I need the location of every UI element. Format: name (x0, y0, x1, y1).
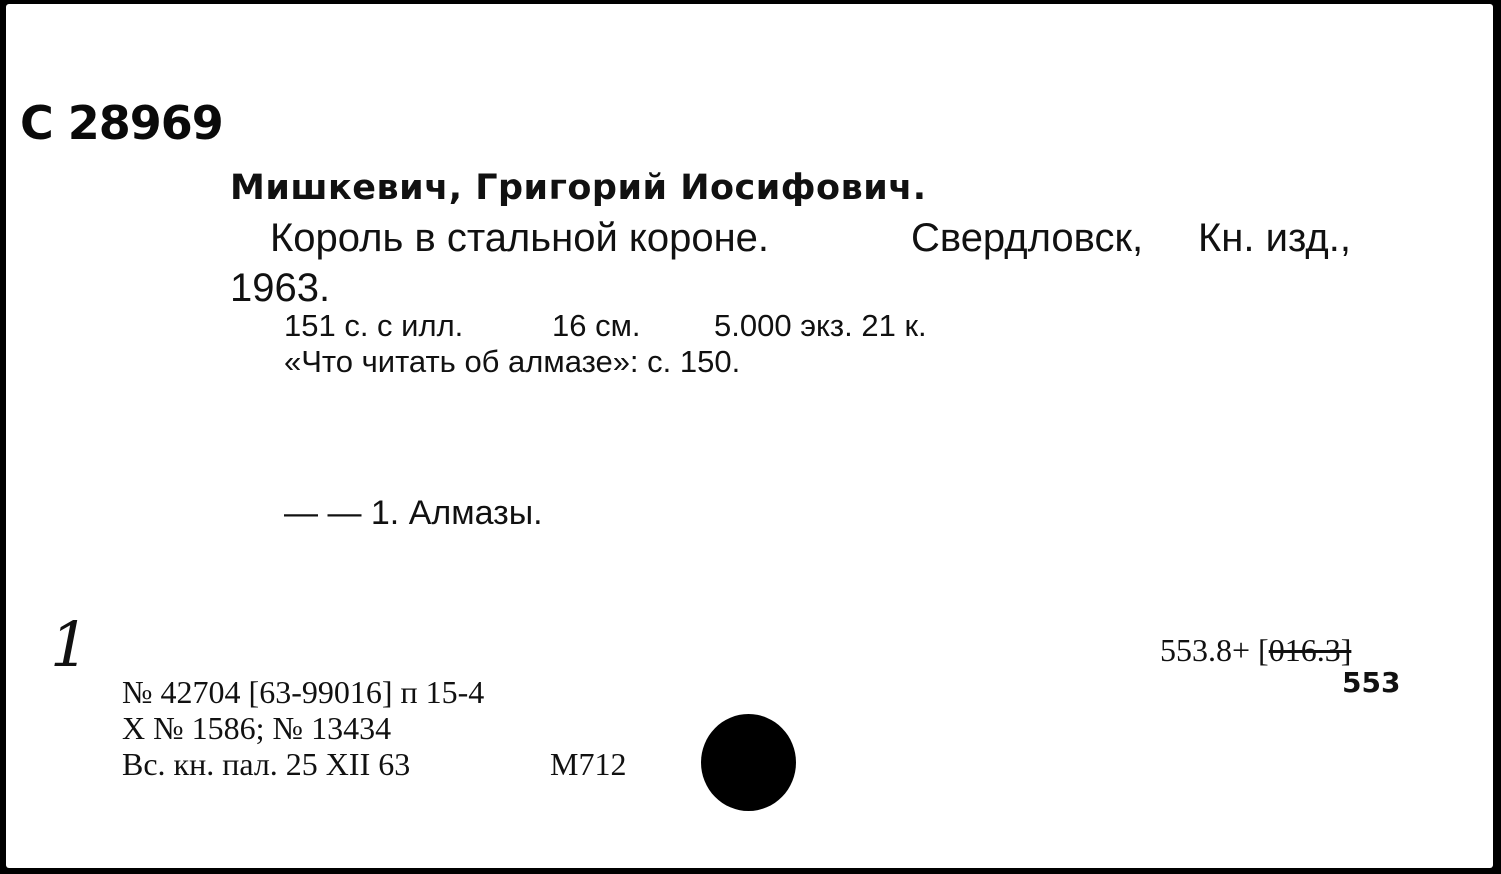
call-number: C 28969 (20, 96, 223, 150)
classification-correction: 553 (1342, 666, 1401, 699)
handwritten-mark: 1 (50, 608, 90, 681)
classification (1160, 632, 1351, 669)
publication-year: 1963. (230, 266, 331, 310)
publication-place: Свердловск, (911, 216, 1144, 260)
classification-struck: 016.3] (1268, 632, 1352, 668)
subject-heading: — — 1. Алмазы. (284, 494, 543, 532)
catalog-card (6, 4, 1493, 868)
code: M712 (550, 746, 627, 782)
author-heading: Мишкевич, Григорий Иосифович. (230, 168, 927, 208)
book-title: Король в стальной короне. (270, 216, 770, 260)
punch-hole (701, 714, 796, 811)
pages: 151 с. с илл. (284, 308, 464, 343)
bibliography-note: «Что читать об алмазе»: с. 150. (284, 344, 741, 379)
chamber-date: Вс. кн. пал. 25 XII 63 (122, 746, 411, 782)
size: 16 см. (552, 308, 641, 343)
record-numbers-secondary: X № 1586; № 13434 (122, 710, 392, 746)
publisher: Кн. изд., (1198, 216, 1351, 260)
print-run-price: 5.000 экз. 21 к. (714, 308, 927, 343)
classification-main: 553.8+ [ (1160, 632, 1269, 668)
record-number: № 42704 [63-99016] п 15-4 (122, 674, 485, 710)
